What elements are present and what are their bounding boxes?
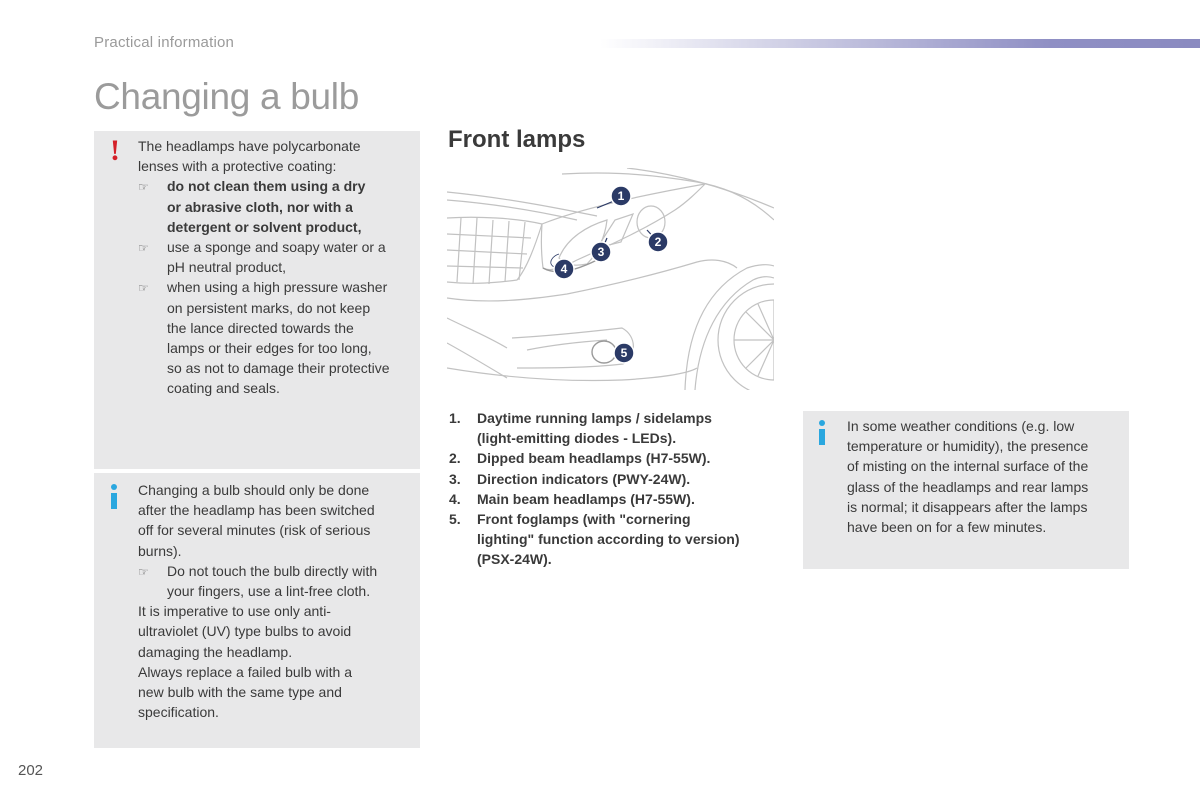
lamp-item-number: 1.: [449, 410, 461, 426]
lamp-item-line: (light-emitting diodes - LEDs).: [477, 430, 677, 447]
bullet-line: so as not to damage their protective: [167, 360, 390, 377]
header-gradient-bar: [600, 39, 1200, 48]
lamp-item-line: Main beam headlamps (H7-55W).: [477, 490, 695, 507]
lamp-item-line: (PSX-24W).: [477, 551, 552, 568]
info-line: of misting on the internal surface of the: [847, 458, 1089, 475]
lamp-list-item: [449, 448, 779, 468]
warning-intro-line: The headlamps have polycarbonate: [138, 138, 361, 154]
info-icon: [815, 420, 829, 446]
info-bullet: [138, 561, 418, 601]
bullet-line: on persistent marks, do not keep: [167, 299, 371, 316]
pointing-hand-icon: ☞: [138, 564, 149, 579]
warning-intro-line: lenses with a protective coating:: [138, 158, 337, 175]
bullet-line: pH neutral product,: [167, 259, 287, 276]
bullet-line: do not clean them using a dry: [167, 178, 366, 195]
front-lamps-heading: Front lamps: [448, 126, 586, 153]
warning-bullet: [138, 176, 418, 237]
lamp-list-item: [449, 469, 779, 489]
bullet-line: use a sponge and soapy water or a: [167, 239, 386, 256]
bullet-line: lamps or their edges for too long,: [167, 340, 372, 357]
info-line: is normal; it disappears after the lamps: [847, 498, 1088, 515]
lamp-item-number: 5.: [449, 511, 461, 528]
info-line: new bulb with the same type and: [138, 684, 342, 701]
pointing-hand-icon: ☞: [138, 241, 149, 256]
lamp-item-line: Front foglamps (with "cornering: [477, 511, 691, 528]
info-icon: [107, 484, 121, 510]
front-lamps-diagram: [447, 168, 774, 390]
info-line: In some weather conditions (e.g. low: [847, 418, 1075, 434]
lamp-item-number: 3.: [449, 470, 461, 487]
info-box-right-text: [847, 416, 1127, 537]
bullet-line: or abrasive cloth, nor with a: [167, 198, 353, 215]
lamp-item-line: Dipped beam headlamps (H7-55W).: [477, 450, 711, 467]
bullet-line: the lance directed towards the: [167, 319, 354, 336]
lamp-item-number: 2.: [449, 450, 461, 467]
callout-3: 3: [597, 245, 605, 259]
callout-4: 4: [560, 262, 568, 276]
info-line: damaging the headlamp.: [138, 643, 293, 660]
warning-box-text: [138, 136, 418, 399]
callout-2: 2: [654, 235, 662, 249]
info-line: Always replace a failed bulb with a: [138, 663, 353, 680]
bullet-line: detergent or solvent product,: [167, 218, 362, 235]
page-title: Changing a bulb: [94, 76, 359, 117]
warning-exclamation-icon: !: [110, 134, 120, 167]
info-line: ultraviolet (UV) type bulbs to avoid: [138, 623, 352, 640]
bullet-line: coating and seals.: [167, 380, 280, 397]
warning-bullet: [138, 277, 418, 398]
info-line: Changing a bulb should only be done: [138, 482, 370, 498]
info-line: specification.: [138, 704, 219, 721]
info-box-left-text: [138, 480, 418, 722]
lamp-item-line: Daytime running lamps / sidelamps: [477, 410, 712, 426]
bullet-line: when using a high pressure washer: [167, 279, 388, 296]
lamp-item-number: 4.: [449, 490, 461, 507]
info-line: have been on for a few minutes.: [847, 519, 1047, 536]
lamp-list-item: [449, 509, 779, 570]
info-line: temperature or humidity), the presence: [847, 438, 1089, 455]
lamp-list-item: [449, 489, 779, 509]
pointing-hand-icon: ☞: [138, 180, 149, 195]
warning-bullet: [138, 237, 418, 277]
bullet-line: Do not touch the bulb directly with: [167, 562, 378, 579]
lamp-item-line: Direction indicators (PWY-24W).: [477, 470, 691, 487]
info-line: glass of the headlamps and rear lamps: [847, 478, 1089, 495]
callout-1: 1: [617, 189, 625, 203]
front-lamps-list: [449, 408, 779, 570]
lamp-item-line: lighting" function according to version): [477, 531, 740, 548]
page-number: 202: [18, 762, 44, 779]
info-line: burns).: [138, 542, 182, 559]
info-line: off for several minutes (risk of serious: [138, 522, 371, 539]
info-line: after the headlamp has been switched: [138, 502, 375, 519]
lamp-list-item: [449, 408, 779, 448]
pointing-hand-icon: ☞: [138, 281, 149, 296]
info-line: It is imperative to use only anti-: [138, 603, 331, 620]
bullet-line: your fingers, use a lint-free cloth.: [167, 583, 371, 600]
callout-5: 5: [620, 346, 628, 360]
section-label: Practical information: [94, 34, 235, 51]
